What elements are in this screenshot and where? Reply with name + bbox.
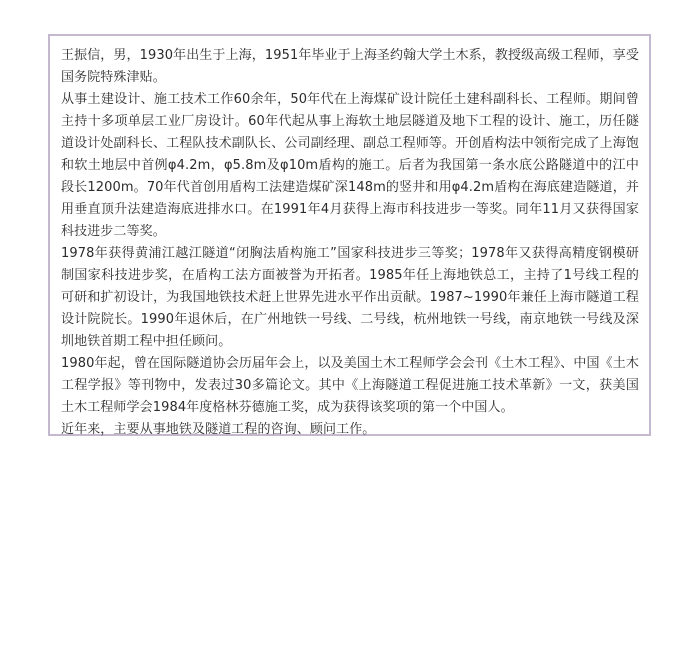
- biography-panel: [48, 34, 651, 436]
- bio-paragraph-recent: 近年来，主要从事地铁及隧道工程的咨询、顾问工作。: [61, 422, 376, 437]
- bio-paragraph-awards: 1978年获得黄浦江越江隧道“闭胸法盾构施工”国家科技进步三等奖；1978年又获得高精度钢模研制国家科技进步奖，在盾构工法方面被誉为开拓者。1985年任上海地铁总工，主持了1号线工程的可研和扩初设计，为我国地铁技术赶上世界先进水平作出贡献。1987~1990年兼任上海市隧道工程设计院院长。1990年退休后，在广州地铁一号线、二号线，杭州地铁一号线，南京地铁一号线及深圳地铁首期工程中担任顾问。: [61, 246, 639, 349]
- bio-paragraph-career: 从事土建设计、施工技术工作60余年，50年代在上海煤矿设计院任土建科副科长、工程师。期间曾主持十多项单层工业厂房设计。60年代起从事上海软土地层隧道及地下工程的设计、施工，历任隧道设计处副科长、工程队技术副队长、公司副经理、副总工程师等。开创盾构法中领衔完成了上海饱和软土地层中首例φ4.2m，φ5.8m及φ10m盾构的施工。后者为我国第一条水底公路隧道中的江中段长1200m。70年代首创用盾构工法建造煤矿深148m的竖井和用φ4.2m盾构在海底建造隧道，并用垂直顶升法建造海底进排水口。在1991年4月获得上海市科技进步一等奖。同年11月又获得国家科技进步二等奖。: [61, 92, 639, 239]
- bio-paragraph-publications: 1980年起，曾在国际隧道协会历届年会上，以及美国土木工程师学会会刊《土木工程》、中国《土木工程学报》等刊物中，发表过30多篇论文。其中《上海隧道工程促进施工技术革新》一文，获美国土木工程师学会1984年度格林芬德施工奖，成为获得该奖项的第一个中国人。: [61, 356, 639, 415]
- bio-paragraph-intro: 王振信，男，1930年出生于上海，1951年毕业于上海圣约翰大学土木系，教授级高级工程师，享受国务院特殊津贴。: [61, 48, 639, 85]
